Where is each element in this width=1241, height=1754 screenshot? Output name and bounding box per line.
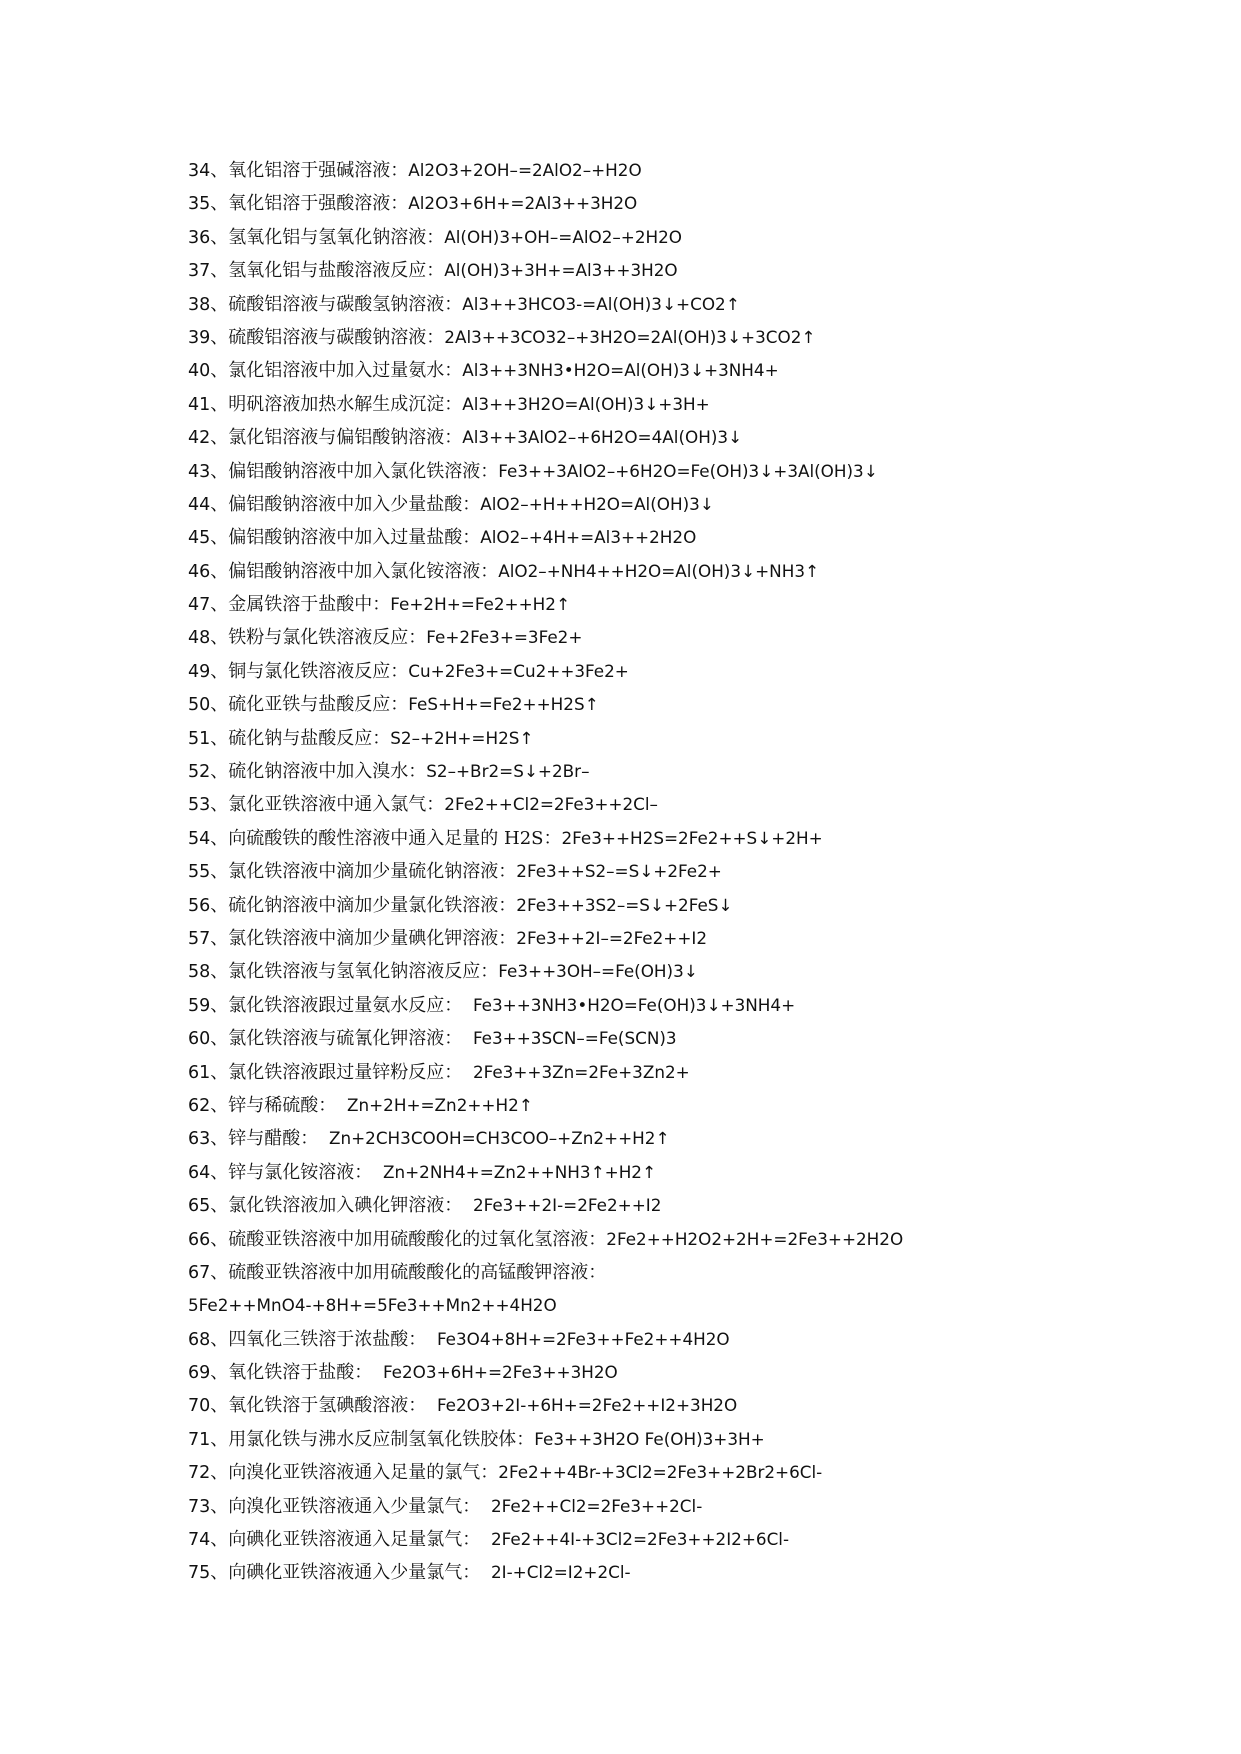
chemical-equation: 2Fe3++2I–=2Fe2++I2 [516, 927, 708, 948]
chemical-equation: Fe3++3NH3•H2O=Fe(OH)3↓+3NH4+ [462, 994, 796, 1015]
chemical-equation: Zn+2H+=Zn2++H2↑ [336, 1094, 533, 1115]
reaction-description: 氯化铝溶液与偏铝酸钠溶液： [228, 427, 463, 449]
item-separator: 、 [210, 560, 229, 582]
item-number: 71 [188, 1429, 211, 1450]
reaction-description: 氢氧化铝与盐酸溶液反应： [228, 260, 445, 282]
item-number: 43 [188, 461, 211, 482]
equation-line [188, 688, 1188, 721]
item-separator: 、 [210, 894, 229, 916]
reaction-description: 氯化铁溶液中滴加少量碘化钾溶液： [228, 927, 517, 949]
reaction-description: 氧化铝溶于强碱溶液： [228, 160, 409, 181]
item-number: 57 [188, 928, 211, 949]
reaction-description: 氯化亚铁溶液中通入氯气： [228, 794, 445, 816]
chemical-equation: Al3++3AlO2–+6H2O=4Al(OH)3↓ [462, 427, 743, 448]
item-number: 37 [188, 261, 211, 282]
item-separator: 、 [210, 1261, 229, 1283]
chemical-equation: Fe+2Fe3+=3Fe2+ [426, 627, 583, 648]
reaction-description: 锌与稀硫酸： [228, 1094, 337, 1116]
chemical-equation: Zn+2NH4+=Zn2++NH3↑+H2↑ [372, 1161, 657, 1182]
item-number: 50 [188, 695, 211, 716]
item-separator: 、 [210, 1028, 229, 1050]
item-number: 34 [188, 161, 211, 181]
item-number: 54 [188, 828, 211, 849]
equation-line [188, 187, 1188, 220]
equation-line [188, 1189, 1188, 1222]
item-number: 58 [188, 962, 211, 983]
reaction-description: 向硫酸铁的酸性溶液中通入足量的 H2S： [228, 827, 562, 849]
reaction-description: 金属铁溶于盐酸中： [228, 594, 391, 616]
item-separator: 、 [210, 827, 229, 849]
equation-line [188, 1423, 1188, 1456]
chemical-equation: 2Fe2++Cl2=2Fe3++2Cl– [444, 794, 658, 815]
reaction-description: 向溴化亚铁溶液通入少量氯气： [228, 1495, 481, 1517]
item-separator: 、 [210, 326, 229, 348]
equation-line [188, 1022, 1188, 1055]
chemical-equation: 2I-+Cl2=I2+2Cl- [480, 1562, 631, 1583]
equation-line [188, 555, 1188, 588]
equation-line [188, 922, 1188, 955]
item-separator: 、 [210, 226, 229, 248]
item-separator: 、 [210, 1562, 229, 1584]
equation-line [188, 1356, 1188, 1389]
item-number: 52 [188, 762, 211, 783]
item-separator: 、 [210, 1462, 229, 1484]
reaction-description: 氧化铁溶于盐酸： [228, 1362, 373, 1384]
equation-line [188, 1523, 1188, 1556]
item-number: 72 [188, 1463, 211, 1484]
chemical-equation: Fe3++3OH–=Fe(OH)3↓ [498, 961, 698, 982]
reaction-description: 硫化钠溶液中加入溴水： [228, 761, 427, 783]
chemical-equation: 2Fe3++2I-=2Fe2++I2 [462, 1195, 662, 1216]
item-separator: 、 [210, 994, 229, 1016]
chemical-equation: Cu+2Fe3+=Cu2++3Fe2+ [408, 660, 629, 681]
reaction-description: 硫酸铝溶液与碳酸钠溶液： [228, 326, 445, 348]
item-number: 38 [188, 294, 211, 315]
equation-line [188, 1056, 1188, 1089]
item-number: 45 [188, 528, 211, 549]
item-separator: 、 [210, 1195, 229, 1217]
chemical-equation: Fe3++3SCN–=Fe(SCN)3 [462, 1028, 677, 1049]
chemical-equation: 5Fe2++MnO4-+8H+=5Fe3++Mn2++4H2O [188, 1295, 557, 1316]
item-separator: 、 [210, 460, 229, 482]
equation-line [188, 788, 1188, 821]
item-number: 49 [188, 661, 211, 682]
chemical-equation: AlO2–+NH4++H2O=Al(OH)3↓+NH3↑ [498, 560, 820, 581]
chemical-equation: 2Fe2++Cl2=2Fe3++2Cl- [480, 1495, 703, 1516]
item-number: 59 [188, 995, 211, 1016]
item-separator: 、 [210, 493, 229, 515]
chemical-equation: Al3++3H2O=Al(OH)3↓+3H+ [462, 393, 710, 414]
item-separator: 、 [210, 961, 229, 983]
chemical-equation: Fe3++3AlO2–+6H2O=Fe(OH)3↓+3Al(OH)3↓ [498, 460, 878, 481]
item-number: 74 [188, 1530, 211, 1551]
item-separator: 、 [210, 293, 229, 315]
item-number: 41 [188, 394, 211, 415]
item-separator: 、 [210, 1495, 229, 1517]
reaction-description: 锌与氯化铵溶液： [228, 1161, 373, 1183]
equation-line [188, 1156, 1188, 1189]
item-number: 68 [188, 1329, 211, 1350]
equation-line [188, 354, 1188, 387]
chemical-equation: 2Fe3++S2–=S↓+2Fe2+ [516, 861, 722, 882]
equation-line [188, 488, 1188, 521]
item-number: 62 [188, 1095, 211, 1116]
equation-line [188, 1122, 1188, 1155]
reaction-description: 四氧化三铁溶于浓盐酸： [228, 1328, 427, 1350]
chemical-equation: 2Fe2++H2O2+2H+=2Fe3++2H2O [606, 1228, 904, 1249]
reaction-description: 氢氧化铝与氢氧化钠溶液： [228, 226, 445, 248]
reaction-description: 向碘化亚铁溶液通入少量氯气： [228, 1562, 481, 1584]
equation-line [188, 455, 1188, 488]
reaction-description: 硫酸亚铁溶液中加用硫酸酸化的高锰酸钾溶液： [228, 1261, 607, 1283]
reaction-description: 氯化铁溶液跟过量氨水反应： [228, 994, 463, 1016]
equation-line [188, 855, 1188, 888]
reaction-description: 氯化铁溶液与氢氧化钠溶液反应： [228, 961, 499, 983]
item-separator: 、 [210, 660, 229, 682]
equation-line [188, 1289, 1188, 1322]
item-separator: 、 [210, 927, 229, 949]
equation-line [188, 1490, 1188, 1523]
equation-line [188, 822, 1188, 855]
item-separator: 、 [210, 1362, 229, 1384]
reaction-description: 偏铝酸钠溶液中加入少量盐酸： [228, 493, 481, 515]
equation-line [188, 722, 1188, 755]
chemical-equation: 2Fe3++3Zn=2Fe+3Zn2+ [462, 1061, 690, 1082]
equation-line [188, 655, 1188, 688]
chemical-equation: 2Fe3++3S2–=S↓+2FeS↓ [516, 894, 733, 915]
chemical-equation: Fe3++3H2O Fe(OH)3+3H+ [534, 1428, 765, 1449]
item-separator: 、 [210, 527, 229, 549]
reaction-description: 氯化铝溶液中加入过量氨水： [228, 360, 463, 382]
chemical-equation: Al2O3+2OH–=2AlO2–+H2O [408, 160, 642, 180]
reaction-description: 向溴化亚铁溶液通入足量的氯气： [228, 1462, 499, 1484]
equation-line [188, 621, 1188, 654]
item-number: 39 [188, 327, 211, 348]
equation-line [188, 1556, 1188, 1589]
equation-line [188, 421, 1188, 454]
item-number: 75 [188, 1563, 211, 1584]
chemical-equation: Fe2O3+2I-+6H+=2Fe2++I2+3H2O [426, 1395, 738, 1416]
item-number: 46 [188, 561, 211, 582]
item-number: 55 [188, 862, 211, 883]
chemical-equation: FeS+H+=Fe2++H2S↑ [408, 694, 599, 715]
reaction-description: 氧化铁溶于氢碘酸溶液： [228, 1395, 427, 1417]
item-number: 40 [188, 361, 211, 382]
chemical-equation: S2–+Br2=S↓+2Br– [426, 761, 590, 782]
item-separator: 、 [210, 1228, 229, 1250]
chemical-equation: Al(OH)3+3H+=Al3++3H2O [444, 260, 678, 281]
item-separator: 、 [210, 861, 229, 883]
equation-line [188, 321, 1188, 354]
equation-line [188, 1223, 1188, 1256]
item-separator: 、 [210, 1428, 229, 1450]
reaction-description: 氯化铁溶液中滴加少量硫化钠溶液： [228, 861, 517, 883]
item-separator: 、 [210, 1395, 229, 1417]
equation-line [188, 889, 1188, 922]
item-separator: 、 [210, 1128, 229, 1150]
item-separator: 、 [210, 193, 229, 215]
item-separator: 、 [210, 727, 229, 749]
item-number: 56 [188, 895, 211, 916]
item-number: 36 [188, 227, 211, 248]
item-number: 70 [188, 1396, 211, 1417]
item-separator: 、 [210, 260, 229, 282]
document-page [188, 154, 1188, 1590]
reaction-description: 硫化亚铁与盐酸反应： [228, 694, 409, 716]
item-number: 35 [188, 194, 211, 215]
reaction-description: 铜与氯化铁溶液反应： [228, 660, 409, 682]
equation-line [188, 1323, 1188, 1356]
reaction-description: 明矾溶液加热水解生成沉淀： [228, 393, 463, 415]
item-separator: 、 [210, 360, 229, 382]
reaction-description: 氯化铁溶液跟过量锌粉反应： [228, 1061, 463, 1083]
item-number: 51 [188, 728, 211, 749]
chemical-equation: 2Fe2++4I-+3Cl2=2Fe3++2I2+6Cl- [480, 1529, 790, 1550]
item-number: 69 [188, 1363, 211, 1384]
item-separator: 、 [210, 1061, 229, 1083]
equation-line [188, 588, 1188, 621]
item-number: 63 [188, 1129, 211, 1150]
item-separator: 、 [210, 1529, 229, 1551]
reaction-description: 铁粉与氯化铁溶液反应： [228, 627, 427, 649]
item-number: 67 [188, 1262, 211, 1283]
reaction-description: 偏铝酸钠溶液中加入氯化铵溶液： [228, 560, 499, 582]
chemical-equation: Al(OH)3+OH–=AlO2–+2H2O [444, 226, 683, 247]
item-separator: 、 [210, 794, 229, 816]
chemical-equation: Al3++3HCO3-=Al(OH)3↓+CO2↑ [462, 293, 740, 314]
equation-line [188, 955, 1188, 988]
equation-line [188, 1256, 1188, 1289]
equation-line [188, 521, 1188, 554]
reaction-description: 硫化钠与盐酸反应： [228, 727, 391, 749]
equation-line [188, 755, 1188, 788]
equation-line [188, 1089, 1188, 1122]
item-number: 60 [188, 1029, 211, 1050]
item-number: 44 [188, 494, 211, 515]
reaction-description: 硫酸亚铁溶液中加用硫酸酸化的过氧化氢溶液： [228, 1228, 607, 1250]
chemical-equation: Al2O3+6H+=2Al3++3H2O [408, 193, 638, 214]
reaction-description: 偏铝酸钠溶液中加入氯化铁溶液： [228, 460, 499, 482]
item-separator: 、 [210, 1161, 229, 1183]
equation-line [188, 989, 1188, 1022]
item-number: 65 [188, 1196, 211, 1217]
reaction-description: 硫化钠溶液中滴加少量氯化铁溶液： [228, 894, 517, 916]
item-number: 66 [188, 1229, 211, 1250]
chemical-equation: AlO2–+4H+=Al3++2H2O [480, 527, 697, 548]
reaction-description: 用氯化铁与沸水反应制氢氧化铁胶体： [228, 1428, 535, 1450]
reaction-description: 锌与醋酸： [228, 1128, 319, 1150]
reaction-description: 向碘化亚铁溶液通入足量氯气： [228, 1529, 481, 1551]
chemical-equation: 2Fe3++H2S=2Fe2++S↓+2H+ [561, 827, 823, 848]
reaction-description: 氯化铁溶液加入碘化钾溶液： [228, 1195, 463, 1217]
chemical-equation: Fe3O4+8H+=2Fe3++Fe2++4H2O [426, 1328, 730, 1349]
chemical-equation: Al3++3NH3•H2O=Al(OH)3↓+3NH4+ [462, 360, 779, 381]
item-separator: 、 [210, 1328, 229, 1350]
equation-line [188, 221, 1188, 254]
chemical-equation: Fe+2H+=Fe2++H2↑ [390, 594, 571, 615]
reaction-description: 偏铝酸钠溶液中加入过量盐酸： [228, 527, 481, 549]
item-separator: 、 [210, 160, 229, 181]
item-number: 61 [188, 1062, 211, 1083]
item-number: 73 [188, 1496, 211, 1517]
chemical-equation: 2Al3++3CO32–+3H2O=2Al(OH)3↓+3CO2↑ [444, 326, 816, 347]
item-separator: 、 [210, 427, 229, 449]
item-number: 53 [188, 795, 211, 816]
item-separator: 、 [210, 1094, 229, 1116]
item-separator: 、 [210, 594, 229, 616]
reaction-description: 氯化铁溶液与硫氰化钾溶液： [228, 1028, 463, 1050]
item-number: 42 [188, 428, 211, 449]
item-separator: 、 [210, 627, 229, 649]
equation-line [188, 288, 1188, 321]
item-separator: 、 [210, 761, 229, 783]
chemical-equation: Zn+2CH3COOH=CH3COO–+Zn2++H2↑ [318, 1128, 670, 1149]
chemical-equation: S2–+2H+=H2S↑ [390, 727, 534, 748]
item-number: 48 [188, 628, 211, 649]
chemical-equation: 2Fe2++4Br-+3Cl2=2Fe3++2Br2+6Cl- [498, 1462, 823, 1483]
reaction-description: 氧化铝溶于强酸溶液： [228, 193, 409, 215]
reaction-description: 硫酸铝溶液与碳酸氢钠溶液： [228, 293, 463, 315]
equation-line [188, 154, 1188, 187]
equation-line [188, 388, 1188, 421]
equation-line [188, 1389, 1188, 1422]
item-number: 47 [188, 595, 211, 616]
equation-line [188, 254, 1188, 287]
chemical-equation: AlO2–+H++H2O=Al(OH)3↓ [480, 493, 714, 514]
item-separator: 、 [210, 694, 229, 716]
item-separator: 、 [210, 393, 229, 415]
equation-line [188, 1456, 1188, 1489]
chemical-equation: Fe2O3+6H+=2Fe3++3H2O [372, 1362, 618, 1383]
item-number: 64 [188, 1162, 211, 1183]
